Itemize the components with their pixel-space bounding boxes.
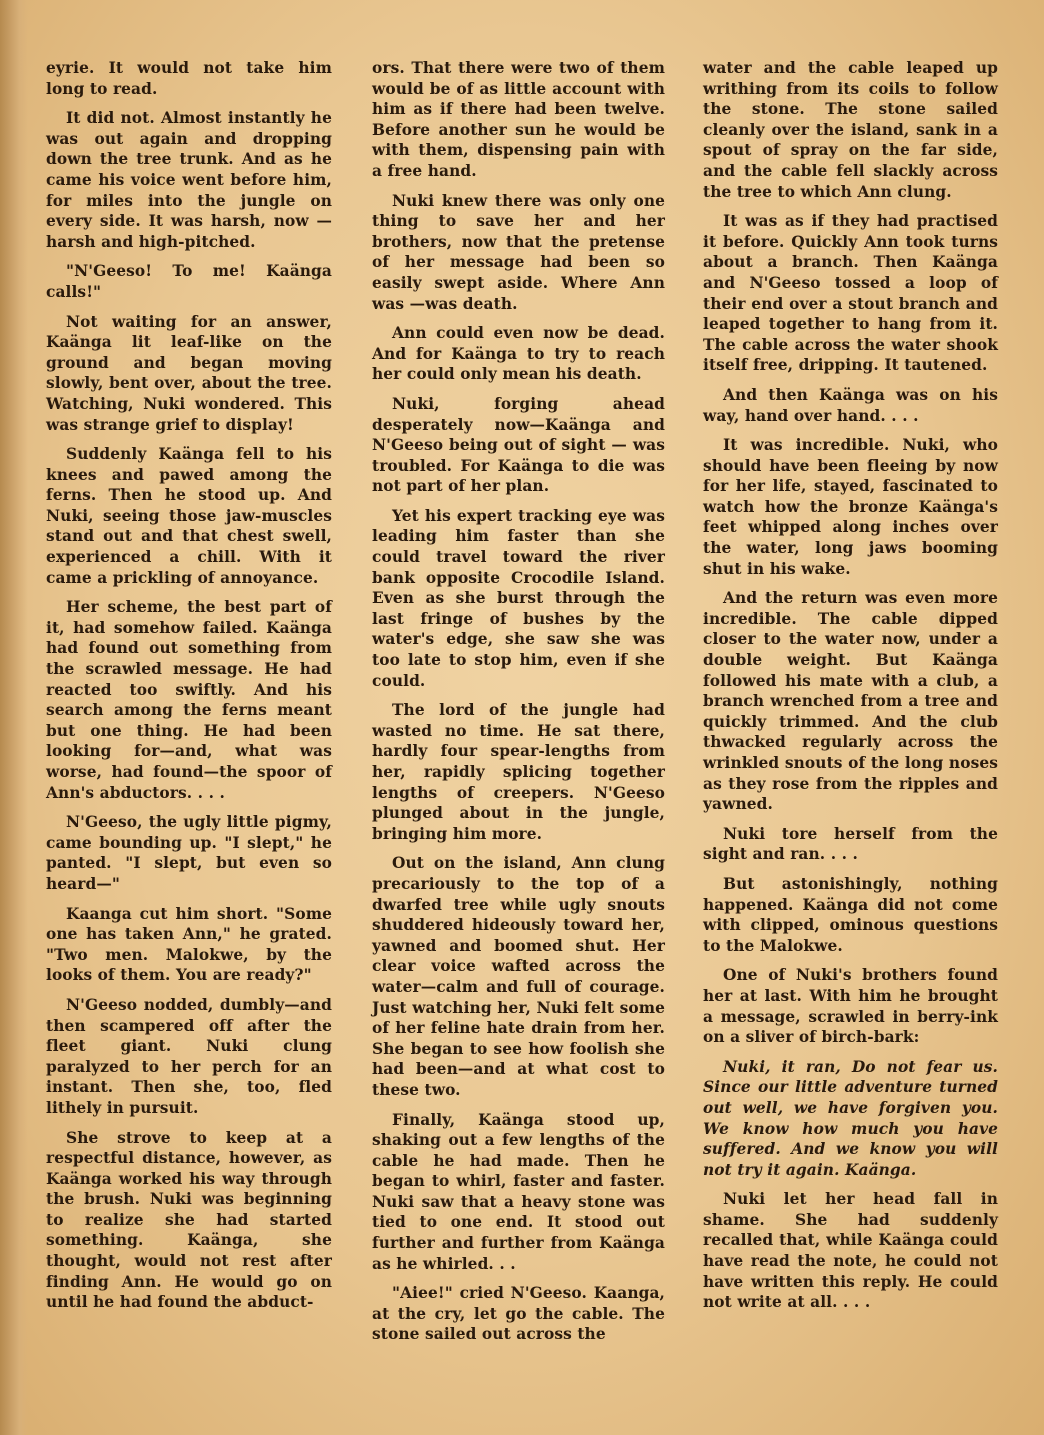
paragraph: ors. That there were two of them would be of as little account with him as if there had been twelve. Before another sun he would be with them, dispensing pain with a free hand. [372, 59, 665, 180]
paragraph-note: Nuki, it ran, Do not fear us. Since our little adventure turned out well, we have forgiven you. We know how much you have suffered. And we know you will not try it again. Kaänga. [703, 1057, 998, 1179]
paragraph: Finally, Kaänga stood up, shaking out a few lengths of the cable he had made. Then he began to whirl, faster and faster. Nuki saw that a heavy stone was tied to one end. It stood out further and further from Kaänga as he whirled. . . [372, 1110, 665, 1273]
paragraph: She strove to keep at a respectful distance, however, as Kaänga worked his way through the brush. Nuki was beginning to realize she had started something. Kaänga, she thought, would not rest after finding Ann. He would go on until he had found the abduct- [46, 1128, 332, 1312]
paragraph: Yet his expert tracking eye was leading him faster than she could travel toward the river bank opposite Crocodile Island. Even as she burst through the last fringe of bushes by the water's edge, she saw she was too late to stop him, even if she could. [372, 506, 665, 690]
paragraph: And then Kaänga was on his way, hand over hand. . . . [703, 385, 998, 425]
text-column-1 [46, 58, 332, 1322]
paragraph: It was incredible. Nuki, who should have been fleeing by now for her life, stayed, fascinated to watch how the bronze Kaänga's feet whipped along inches over the water, long jaws booming shut in his wake. [703, 436, 998, 578]
paragraph: It did not. Almost instantly he was out again and dropping down the tree trunk. And as he came his voice went before him, for miles into the jungle on every side. It was harsh, now —harsh and high-pitched. [46, 109, 332, 251]
paragraph: "Aiee!" cried N'Geeso. Kaanga, at the cry, let go the cable. The stone sailed out across the [372, 1284, 665, 1344]
paragraph: Suddenly Kaänga fell to his knees and pawed among the ferns. Then he stood up. And Nuki, seeing those jaw-muscles stand out and that chest swell, experienced a chill. With it came a prickling of annoyance. [46, 445, 332, 587]
paragraph: Kaanga cut him short. "Some one has taken Ann," he grated. "Two men. Malokwe, by the looks of them. You are ready?" [46, 904, 332, 985]
paragraph: Her scheme, the best part of it, had somehow failed. Kaänga had found out something from the scrawled message. He had reacted too swiftly. And his search among the ferns meant but one thing. He had been looking for—and, what was worse, had found—the spoor of Ann's abductors. . . . [46, 598, 332, 802]
paragraph: But astonishingly, nothing happened. Kaänga did not come with clipped, ominous questions to the Malokwe. [703, 874, 998, 955]
paragraph: Nuki knew there was only one thing to save her and her brothers, now that the pretense of her message had been so easily swept aside. Where Ann was —was death. [372, 191, 665, 313]
text-column-3 [703, 58, 998, 1322]
page-binding-edge [0, 0, 28, 1435]
paragraph: Not waiting for an answer, Kaänga lit leaf-like on the ground and began moving slowly, bent over, about the tree. Watching, Nuki wondered. This was strange grief to display! [46, 312, 332, 434]
paragraph: One of Nuki's brothers found her at last. With him he brought a message, scrawled in berry-ink on a sliver of birch-bark: [703, 966, 998, 1047]
paragraph: The lord of the jungle had wasted no time. He sat there, hardly four spear-lengths from her, rapidly splicing together lengths of creepers. N'Geeso plunged about in the jungle, bringing him more. [372, 701, 665, 843]
paragraph: Nuki tore herself from the sight and ran. . . . [703, 824, 998, 864]
paragraph: It was as if they had practised it before. Quickly Ann took turns about a branch. Then Kaänga and N'Geeso tossed a loop of their end over a stout branch and leaped together to hang from it. The cable across the water shook itself free, dripping. It tautened. [703, 212, 998, 375]
paragraph: water and the cable leaped up writhing from its coils to follow the stone. The stone sailed cleanly over the island, sank in a spout of spray on the far side, and the cable fell slackly across the tree to which Ann clung. [703, 59, 998, 201]
paragraph: eyrie. It would not take him long to read. [46, 59, 332, 98]
paragraph: "N'Geeso! To me! Kaänga calls!" [46, 262, 332, 301]
paragraph: N'Geeso, the ugly little pigmy, came bounding up. "I slept," he panted. "I slept, but even so heard—" [46, 813, 332, 893]
text-column-2 [372, 58, 665, 1354]
paragraph: N'Geeso nodded, dumbly—and then scampered off after the fleet giant. Nuki clung paralyzed to her perch for an instant. Then she, too, fled lithely in pursuit. [46, 995, 332, 1117]
paragraph: And the return was even more incredible. The cable dipped closer to the water now, under a double weight. But Kaänga followed his mate with a club, a branch wrenched from a tree and quickly trimmed. And the club thwacked regularly across the wrinkled snouts of the long noses as they rose from the ripples and yawned. [703, 589, 998, 814]
paragraph: Ann could even now be dead. And for Kaänga to try to reach her could only mean his death. [372, 324, 665, 384]
paragraph: Nuki let her head fall in shame. She had suddenly recalled that, while Kaänga could have read the note, he could not have written this reply. He could not write at all. . . . [703, 1190, 998, 1312]
paragraph: Out on the island, Ann clung precariously to the top of a dwarfed tree while ugly snouts shuddered hideously toward her, yawned and boomed shut. Her clear voice wafted across the water—calm and full of courage. Just watching her, Nuki felt some of her feline hate drain from her. She began to see how foolish she had been—and at what cost to these two. [372, 854, 665, 1099]
paragraph: Nuki, forging ahead desperately now—Kaänga and N'Geeso being out of sight — was troubled. For Kaänga to die was not part of her plan. [372, 394, 665, 496]
